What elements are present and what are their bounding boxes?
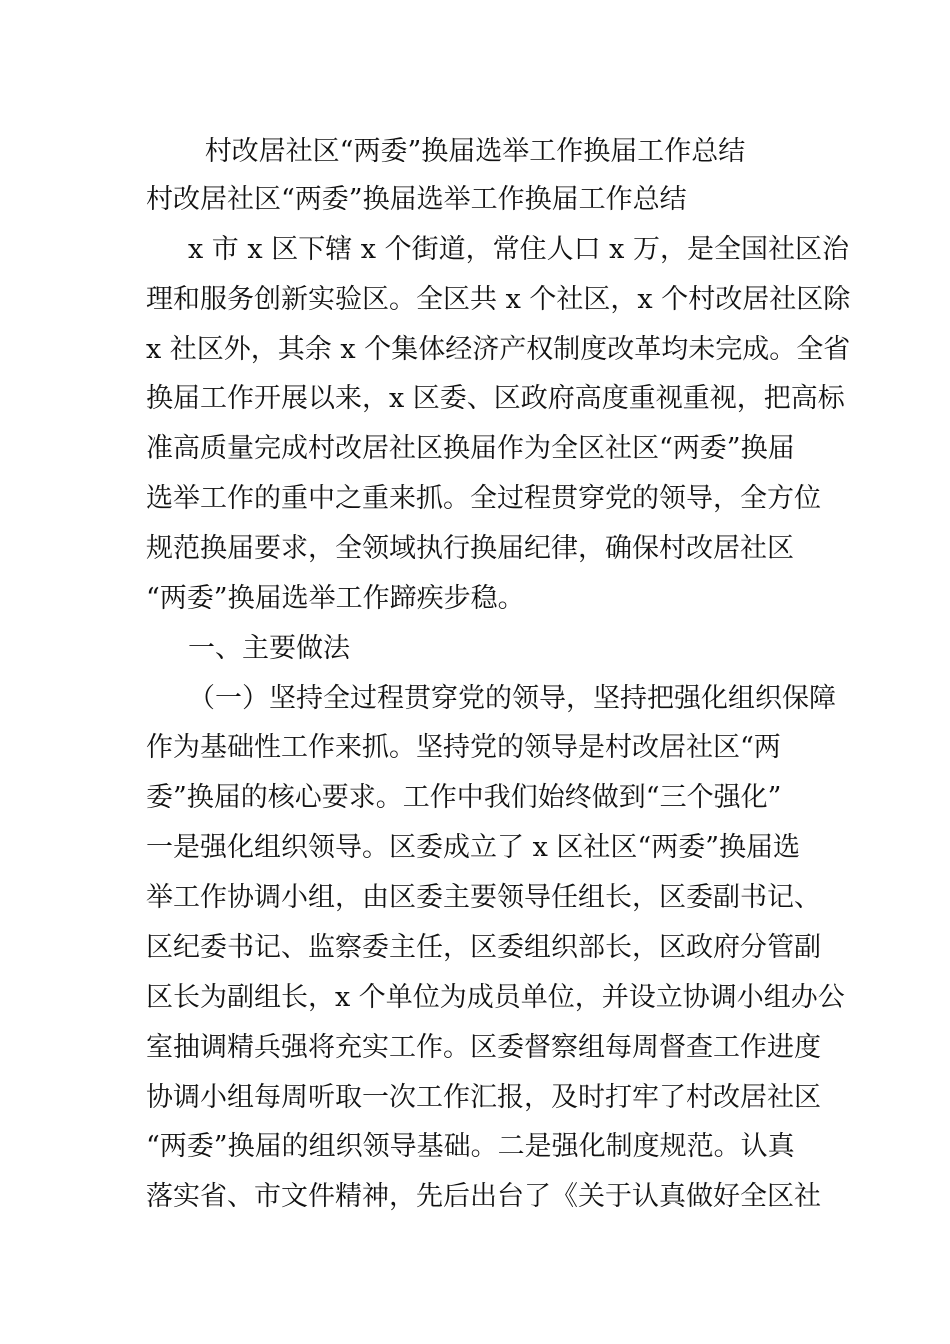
- body-line: 区纪委书记、监察委主任，区委组织部长，区政府分管副: [146, 932, 821, 963]
- body-line: 举工作协调小组，由区委主要领导任组长，区委副书记、: [146, 882, 821, 913]
- body-line: 选举工作的重中之重来抓。全过程贯穿党的领导，全方位: [146, 483, 821, 514]
- body-line: x 社区外，其余 x 个集体经济产权制度改革均未完成。全省: [146, 334, 851, 365]
- body-line: 协调小组每周听取一次工作汇报，及时打牢了村改居社区: [146, 1082, 821, 1113]
- body-line: “两委”换届的组织领导基础。二是强化制度规范。认真: [146, 1131, 795, 1162]
- body-line: x 市 x 区下辖 x 个街道，常住人口 x 万，是全国社区治: [188, 234, 849, 265]
- body-line: “两委”换届选举工作蹄疾步稳。: [146, 583, 525, 614]
- body-line: （一）坚持全过程贯穿党的领导，坚持把强化组织保障: [188, 683, 836, 714]
- body-line: 委”换届的核心要求。工作中我们始终做到“三个强化”: [146, 782, 782, 813]
- body-line: 规范换届要求，全领域执行换届纪律，确保村改居社区: [146, 533, 794, 564]
- section-heading: 一、主要做法: [188, 633, 350, 664]
- body-line: 室抽调精兵强将充实工作。区委督察组每周督查工作进度: [146, 1032, 821, 1063]
- body-line: 落实省、市文件精神，先后出台了《关于认真做好全区社: [146, 1181, 821, 1212]
- document-title: 村改居社区“两委”换届选举工作换届工作总结: [204, 136, 746, 167]
- body-line: 理和服务创新实验区。全区共 x 个社区，x 个村改居社区除: [146, 284, 851, 315]
- document-subtitle: 村改居社区“两委”换届选举工作换届工作总结: [146, 184, 687, 215]
- body-line: 一是强化组织领导。区委成立了 x 区社区“两委”换届选: [146, 832, 800, 863]
- body-line: 准高质量完成村改居社区换届作为全区社区“两委”换届: [146, 433, 795, 464]
- body-line: 作为基础性工作来抓。坚持党的领导是村改居社区“两: [146, 732, 781, 763]
- body-line: 换届工作开展以来，x 区委、区政府高度重视重视，把高标: [146, 383, 845, 414]
- body-line: 区长为副组长，x 个单位为成员单位，并设立协调小组办公: [146, 982, 845, 1013]
